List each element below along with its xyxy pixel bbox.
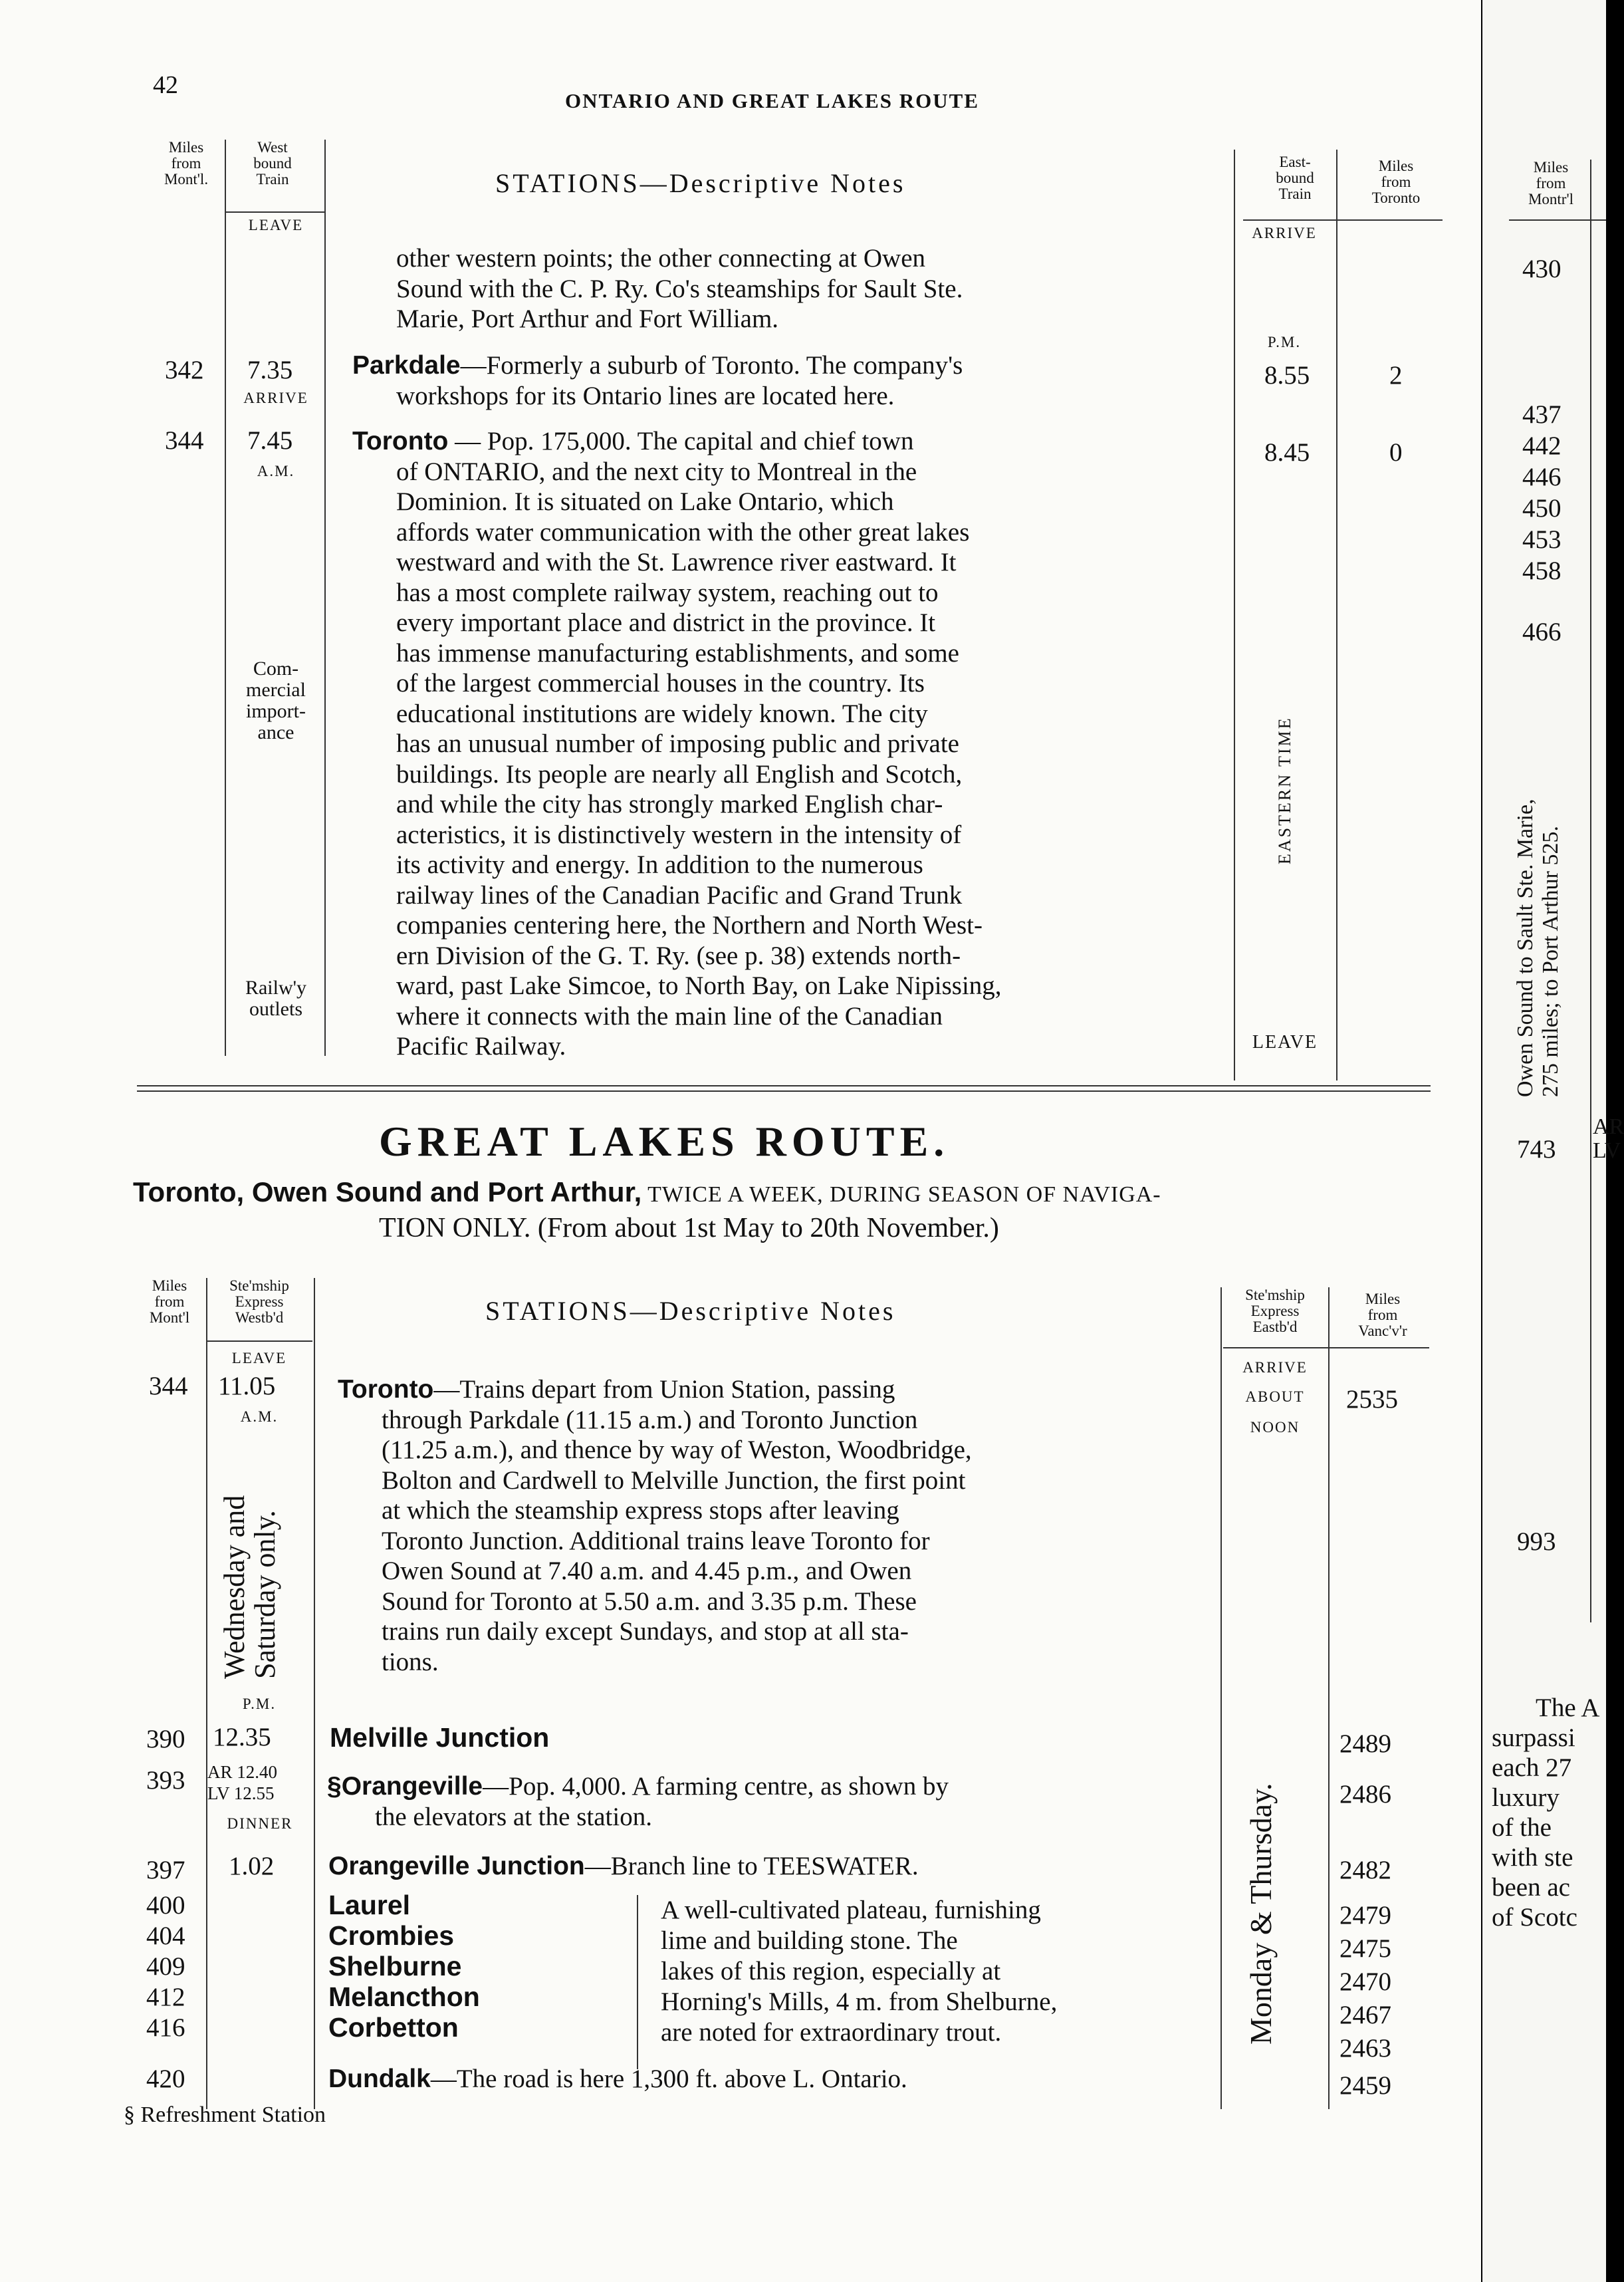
group-note: A well-cultivated plateau, furnishing lime and building stone. The lakes of this region, especially at Horning's Mills, 4 m. from Shelburne, are noted for extraordinary trout. bbox=[661, 1896, 1058, 2047]
adjacent-miles: 993 bbox=[1517, 1527, 1556, 1556]
miles-toronto: 344 bbox=[165, 426, 204, 455]
miles-toronto-toronto: 0 bbox=[1389, 438, 1403, 467]
col-head-stations: STATIONS—Descriptive Notes bbox=[485, 1296, 896, 1326]
adjacent-miles: 430 bbox=[1522, 255, 1562, 283]
divider bbox=[1328, 1287, 1330, 2109]
lv-time-orangeville: LV 12.55 bbox=[207, 1783, 275, 1803]
am-label: A.M. bbox=[240, 1408, 279, 1425]
west-time-parkdale: 7.35 bbox=[247, 356, 293, 384]
divider bbox=[1220, 1287, 1222, 2109]
station-name: Toronto bbox=[352, 427, 449, 455]
col-head-miles-vancouver: Miles from Vanc'v'r bbox=[1358, 1291, 1407, 1339]
adjacent-rotated-note: Owen Sound to Sault Ste. Marie, 275 miles; to Port Arthur 525. bbox=[1513, 799, 1563, 1097]
col-head-miles-montreal: Miles from Mont'l bbox=[149, 1277, 190, 1326]
station-names-group: Laurel Crombies Shelburne Melancthon Corbetton bbox=[328, 1890, 480, 2043]
col-head-stations: STATIONS—Descriptive Notes bbox=[495, 168, 906, 198]
station-name: Dundalk bbox=[328, 2065, 431, 2093]
vanc-dundalk: 2459 bbox=[1339, 2071, 1391, 2100]
station-name: Melville Junction bbox=[330, 1722, 550, 1753]
am-label: A.M. bbox=[257, 463, 295, 479]
divider bbox=[1336, 150, 1337, 1080]
vanc-toronto: 2535 bbox=[1346, 1385, 1398, 1414]
col-head-east-train: East- bound Train bbox=[1276, 154, 1314, 202]
divider bbox=[637, 1895, 638, 2069]
adjacent-ar: AR bbox=[1593, 1114, 1624, 1139]
miles-parkdale: 342 bbox=[165, 356, 204, 384]
col-head-miles-montreal: Miles from Mont'l. bbox=[164, 139, 209, 188]
station-name: Parkdale bbox=[352, 351, 461, 380]
adjacent-miles: 466 bbox=[1522, 618, 1562, 646]
divider bbox=[1590, 160, 1591, 1622]
station-name: §Orangeville bbox=[327, 1772, 483, 1801]
vanc-melville: 2489 bbox=[1339, 1729, 1391, 1758]
adjacent-miles: 743 bbox=[1517, 1135, 1556, 1164]
sidenote-railway: Railw'y outlets bbox=[245, 977, 307, 1020]
noon-label: NOON bbox=[1250, 1419, 1300, 1436]
col-head-miles-toronto: Miles from Toronto bbox=[1371, 158, 1421, 206]
table1-head-rule bbox=[226, 211, 326, 213]
time-melville: 12.35 bbox=[213, 1723, 271, 1751]
miles-dundalk: 420 bbox=[146, 2065, 185, 2093]
miles-melville: 390 bbox=[146, 1725, 185, 1753]
toronto-entry: Toronto — Pop. 175,000. The capital and chief town of ONTARIO, and the next city to Montreal in the Dominion. It is situated on Lake Ontario, which affords water communication with the other great lakes westward and with the St. Lawrence river eastward. It has a most complete railway system, reaching out to every important place and district in the province. It has immense manufacturing establishments, and some of the largest commercial houses in the country. Its educational institutions are widely known. The city has an unusual number of imposing public and private buildings. Its people are nearly all English and Scotch, and while the city has strongly marked English char- acteristics, it is distinctively western in the intensity of its activity and energy. In addition to the numerous railway lines of the Canadian Pacific and Grand Trunk companies centering here, the Northern and North West- ern Division of the G. T. Ry. (see p. 38) extends north- ward, past Lake Simcoe, to North Bay, on Lake Nipissing, where it connects with the main line of the Canadian Pacific Railway. bbox=[352, 427, 1002, 1061]
vanc-orangeville-jct: 2482 bbox=[1339, 1856, 1391, 1884]
west-time-toronto: 7.45 bbox=[247, 426, 293, 455]
leave-label: LEAVE bbox=[231, 1350, 287, 1366]
leave-label: LEAVE bbox=[248, 217, 304, 233]
sidenote-commercial: Com- mercial import- ance bbox=[246, 658, 306, 743]
arrive-label-east: ARRIVE bbox=[1252, 225, 1317, 241]
col-head-steamship-west: Ste'mship Express Westb'd bbox=[229, 1277, 289, 1326]
wednesday-saturday-note: Wednesday and Saturday only. bbox=[218, 1495, 281, 1679]
pm-label: P.M. bbox=[242, 1696, 277, 1712]
section-title: GREAT LAKES ROUTE. bbox=[379, 1118, 950, 1165]
dundalk-entry: Dundalk—The road is here 1,300 ft. above L. Ontario. bbox=[328, 2065, 907, 2093]
toronto-entry: Toronto—Trains depart from Union Station, passing through Parkdale (11.15 a.m.) and Toronto Junction (11.25 a.m.), and thence by way of Weston, Woodbridge, Bolton and Cardwell to Melville Junction, the first point at which the steamship express stops after leaving Toronto Junction. Additional trains leave Toronto for Owen Sound at 7.40 a.m. and 4.45 p.m., and Owen Sound for Toronto at 5.50 a.m. and 3.35 p.m. These trains run daily except Sundays, and stop at all sta- tions. bbox=[338, 1375, 972, 1676]
miles-group: 400 404 409 412 416 bbox=[146, 1891, 185, 2042]
parkdale-entry: Parkdale—Formerly a suburb of Toronto. The company's workshops for its Ontario lines are located here. bbox=[352, 351, 963, 410]
time-toronto: 11.05 bbox=[218, 1372, 276, 1400]
continued-text: other western points; the other connecting at Owen Sound with the C. P. Ry. Co's steamships for Sault Ste. Marie, Port Arthur and Fort William. bbox=[396, 244, 963, 333]
leave-label-east: LEAVE bbox=[1252, 1032, 1318, 1053]
adjacent-lv: LV bbox=[1593, 1138, 1621, 1163]
adjacent-page bbox=[1482, 0, 1624, 2282]
section-rule bbox=[137, 1090, 1431, 1092]
about-label: ABOUT bbox=[1245, 1388, 1305, 1405]
table1-head-rule-right bbox=[1243, 219, 1443, 221]
miles-orangeville: 393 bbox=[146, 1766, 185, 1795]
section-rule bbox=[137, 1085, 1431, 1086]
miles-toronto-parkdale: 2 bbox=[1389, 361, 1403, 390]
vanc-group: 2479 2475 2470 2467 2463 bbox=[1339, 1901, 1391, 2063]
footnote: § Refreshment Station bbox=[124, 2102, 326, 2127]
miles-orangeville-jct: 397 bbox=[146, 1856, 185, 1884]
divider bbox=[1234, 150, 1235, 1080]
adjacent-miles: 437 442 446 450 453 458 bbox=[1522, 400, 1562, 585]
eastern-time-label: EASTERN TIME bbox=[1275, 716, 1294, 864]
table2-head-rule bbox=[206, 1340, 312, 1342]
divider bbox=[314, 1278, 315, 2109]
station-name: Orangeville Junction bbox=[328, 1852, 585, 1880]
dinner-label: DINNER bbox=[227, 1815, 293, 1832]
col-head-steamship-east: Ste'mship Express Eastb'd bbox=[1245, 1287, 1305, 1335]
adjacent-paragraph: The A surpassi each 27 luxury of the with ste been ac of Scotc bbox=[1492, 1694, 1600, 1932]
col-head-west-train: West bound Train bbox=[253, 139, 292, 188]
divider bbox=[225, 140, 226, 1056]
station-name: Toronto bbox=[338, 1375, 434, 1404]
arrive-label: ARRIVE bbox=[1242, 1359, 1308, 1376]
miles-toronto: 344 bbox=[149, 1372, 188, 1400]
monday-thursday-note: Monday & Thursday. bbox=[1244, 1783, 1278, 2045]
section-subtitle: Toronto, Owen Sound and Port Arthur, TWICE A WEEK, DURING SEASON OF NAVIGA- TION ONLY. (From about 1st May to 20th November.) bbox=[133, 1176, 1161, 1243]
table2-head-rule-right bbox=[1223, 1347, 1429, 1348]
divider bbox=[324, 140, 326, 1056]
orangeville-jct-entry: Orangeville Junction—Branch line to TEESWATER. bbox=[328, 1852, 919, 1880]
divider bbox=[206, 1278, 207, 2109]
running-header: ONTARIO AND GREAT LAKES ROUTE bbox=[565, 89, 979, 112]
east-time-parkdale: 8.55 bbox=[1264, 361, 1310, 390]
vanc-orangeville: 2486 bbox=[1339, 1780, 1391, 1809]
east-time-toronto: 8.45 bbox=[1264, 438, 1310, 467]
page-number: 42 bbox=[153, 71, 178, 99]
orangeville-entry: §Orangeville—Pop. 4,000. A farming centre, as shown by the elevators at the station. bbox=[327, 1772, 949, 1831]
adjacent-col-head: Miles from Montr'l bbox=[1528, 159, 1574, 207]
ar-time-orangeville: AR 12.40 bbox=[207, 1762, 278, 1782]
pm-label: P.M. bbox=[1267, 334, 1302, 350]
time-orangeville-jct: 1.02 bbox=[229, 1852, 275, 1880]
adjacent-head-rule bbox=[1509, 219, 1606, 221]
arrive-label: ARRIVE bbox=[243, 390, 308, 406]
